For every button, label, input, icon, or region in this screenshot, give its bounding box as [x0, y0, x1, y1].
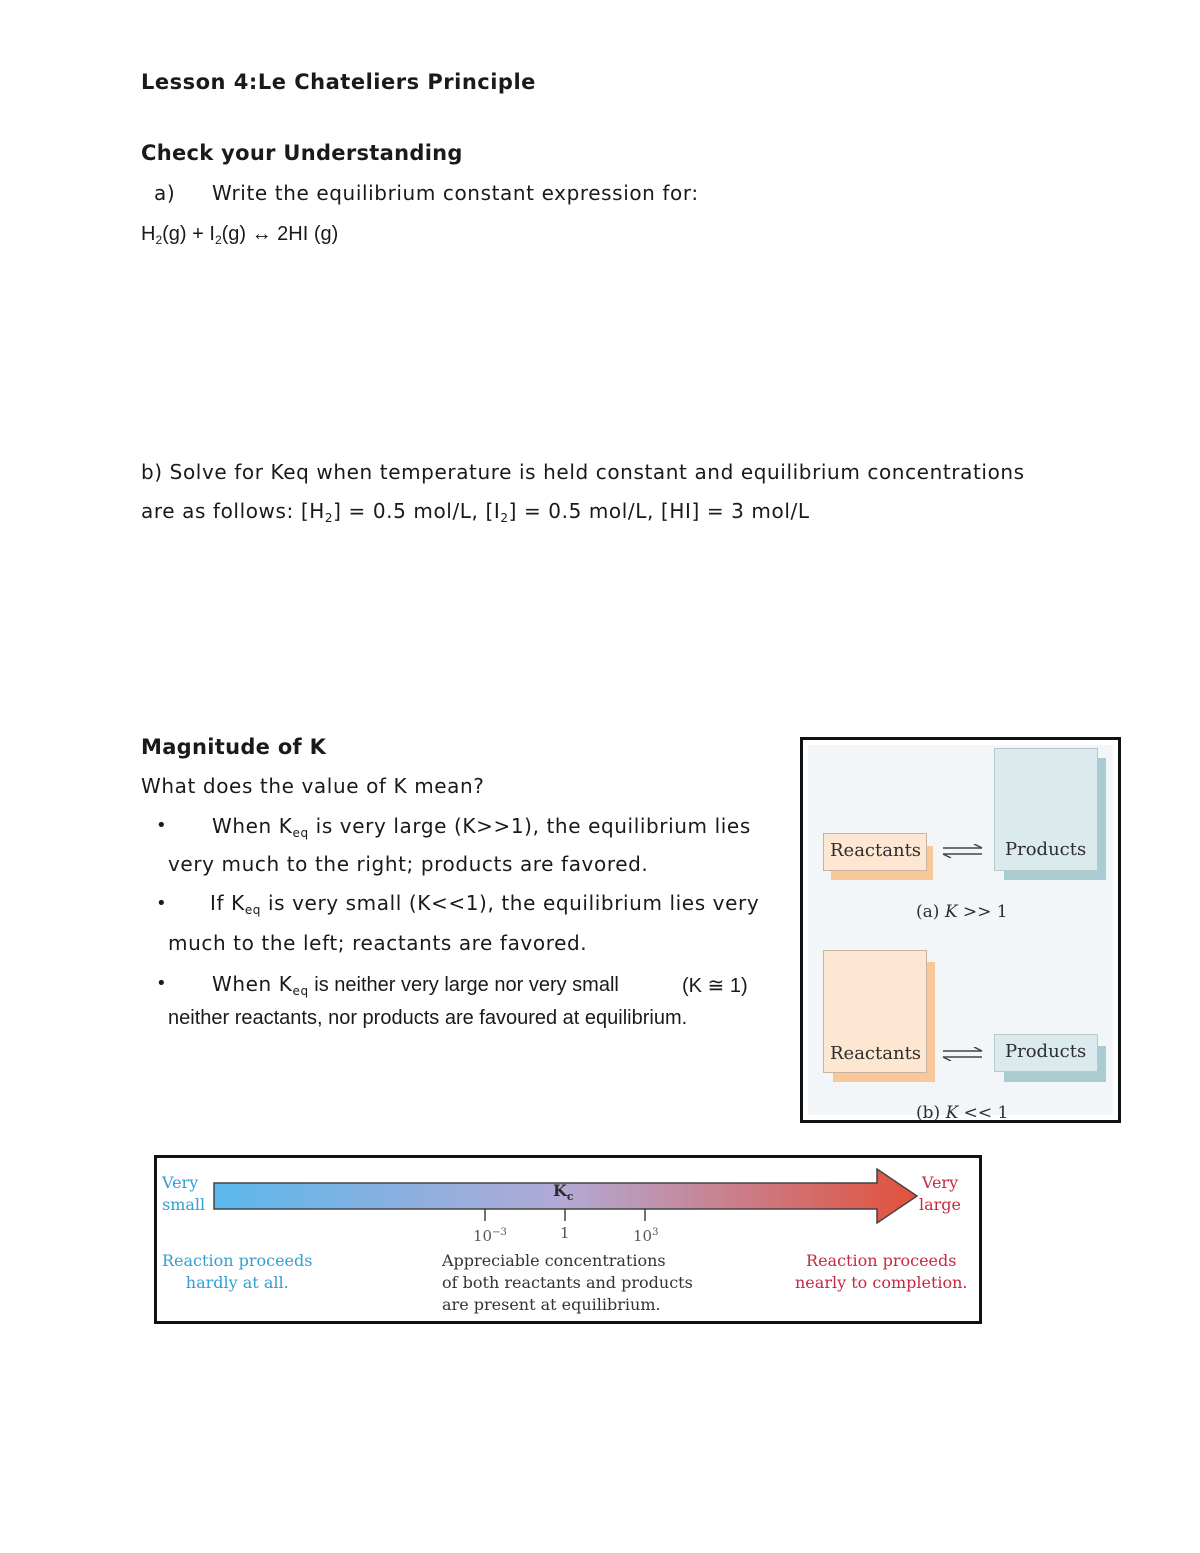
magnitude-question: What does the value of K mean?: [141, 774, 485, 798]
tick-label-2: 1: [560, 1224, 570, 1242]
b-reactants-label: Reactants: [830, 1043, 922, 1064]
right-description: Reaction proceeds nearly to completion.: [795, 1251, 968, 1292]
b-caption: (b) K << 1: [916, 1103, 1009, 1123]
bullet-3-line2: neither reactants, nor products are favoured at equilibrium.: [168, 1007, 688, 1029]
bullet-1-dot: •: [156, 815, 167, 836]
question-b-line1: b) Solve for Keq when temperature is held constant and equilibrium concentrations: [141, 460, 1025, 484]
a-caption: (a) K >> 1: [916, 902, 1008, 922]
question-a-text: Write the equilibrium constant expression for:: [212, 181, 699, 205]
equilibrium-figure: [800, 737, 1121, 1123]
reaction-equation: $H_2(g) + I_2(g)$ ↔ 2HI (g): [141, 223, 339, 247]
a-equilibrium-arrow-icon: [942, 844, 984, 858]
tick-label-3: $10^3$: [633, 1227, 659, 1245]
a-products-label: Products: [1005, 839, 1087, 860]
kc-scale-figure: [154, 1155, 982, 1324]
figure-background: [808, 745, 1113, 1123]
bullet-3-line1: When $K_{eq}$ is neither very large nor very small: [212, 972, 619, 998]
tick-label-1: $10^{-3}$: [473, 1227, 507, 1245]
check-heading: Check your Understanding: [141, 141, 463, 165]
middle-description: Appreciable concentrations of both reactants and products are present at equilibrium.: [442, 1251, 693, 1314]
bullet-1-line2: very much to the right; products are favored.: [168, 852, 649, 876]
bullet-1-line1: When $K_{eq}$ is very large (K>>1), the equilibrium lies: [212, 814, 751, 840]
page-title: Lesson 4:Le Chateliers Principle: [141, 70, 536, 94]
bullet-2-line2: much to the left; reactants are favored.: [168, 931, 588, 955]
bullet-2-dot: •: [156, 893, 167, 914]
kc-label: $K_c$: [553, 1181, 574, 1203]
a-reactants-label: Reactants: [830, 840, 922, 861]
b-products-label: Products: [1005, 1041, 1087, 1062]
magnitude-heading: Magnitude of K: [141, 735, 327, 759]
bullet-3-dot: •: [156, 973, 167, 994]
bullet-2-line1: If $K_{eq}$ is very small (K<<1), the equilibrium lies very: [210, 891, 760, 917]
very-small-label: Very small: [162, 1173, 206, 1214]
bullet-3-k-approx: (K ≅ 1): [682, 975, 748, 997]
b-equilibrium-arrow-icon: [942, 1047, 984, 1061]
question-a-marker: a): [154, 181, 176, 205]
question-b-line2: are as follows: $[H_2] = 0.5$ mol/L, $[I_2] = 0.5$ mol/L, [HI] = 3 mol/L: [141, 499, 810, 525]
kc-ticks: [477, 1206, 657, 1222]
very-large-label: Very large: [919, 1173, 962, 1214]
left-description: Reaction proceeds hardly at all.: [162, 1251, 313, 1292]
